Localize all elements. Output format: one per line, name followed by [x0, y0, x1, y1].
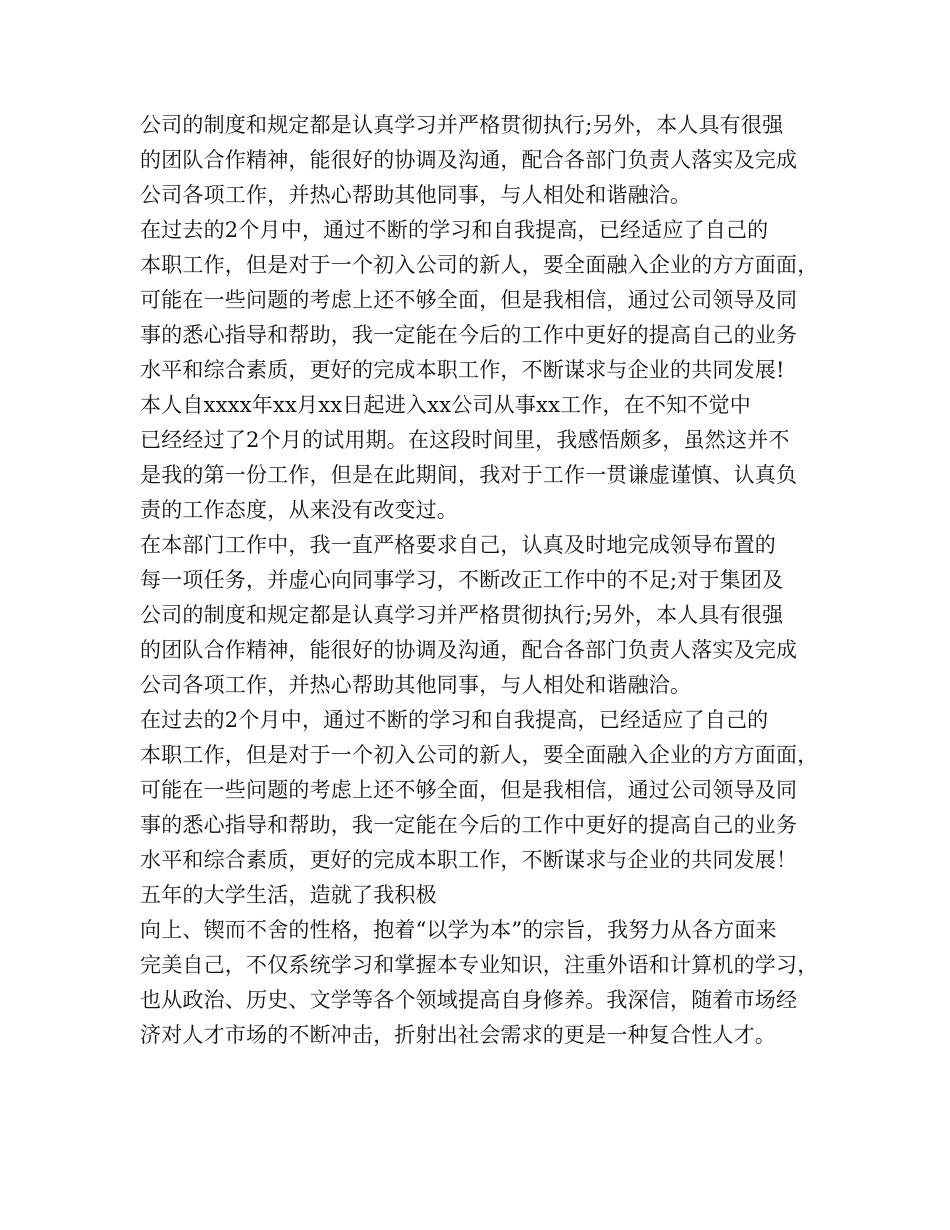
text-line-4: 在过去的2个月中，通过不断的学习和自我提高，已经适应了自己的 — [140, 218, 769, 242]
text-line-17: 公司各项工作，并热心帮助其他同事，与人相处和谐融洽。 — [140, 673, 692, 697]
text-line-8: 水平和综合素质，更好的完成本职工作，不断谋求与企业的共同发展! — [140, 358, 785, 382]
text-line-11: 是我的第一份工作，但是在此期间，我对于工作一贯谦虚谨慎、认真负 — [140, 463, 798, 487]
text-line-5: 本职工作，但是对于一个初入公司的新人，要全面融入企业的方方面面， — [140, 253, 819, 277]
text-line-20: 可能在一些问题的考虑上还不够全面，但是我相信，通过公司领导及同 — [140, 778, 798, 802]
text-line-7: 事的悉心指导和帮助，我一定能在今后的工作中更好的提高自己的业务 — [140, 323, 798, 347]
text-line-24: 向上、锲而不舍的性格，抱着“以学为本”的宗旨，我努力从各方面来 — [140, 918, 777, 942]
text-line-26: 也从政治、历史、文学等各个领域提高自身修养。我深信，随着市场经 — [140, 988, 798, 1012]
text-line-14: 每一项任务，并虚心向同事学习，不断改正工作中的不足;对于集团及 — [140, 568, 784, 592]
text-line-23: 五年的大学生活，造就了我积极 — [140, 883, 437, 907]
text-line-16: 的团队合作精神，能很好的协调及沟通，配合各部门负责人落实及完成 — [140, 638, 798, 662]
text-line-9: 本人自xxxx年xx月xx日起进入xx公司从事xx工作，在不知不觉中 — [140, 393, 751, 417]
text-line-22: 水平和综合素质，更好的完成本职工作，不断谋求与企业的共同发展！ — [140, 848, 798, 872]
text-line-1: 公司的制度和规定都是认真学习并严格贯彻执行;另外，本人具有很强 — [140, 113, 784, 137]
document-body — [140, 108, 820, 1053]
text-line-15: 公司的制度和规定都是认真学习并严格贯彻执行;另外，本人具有很强 — [140, 603, 784, 627]
text-line-25: 完美自己，不仅系统学习和掌握本专业知识，注重外语和计算机的学习， — [140, 953, 819, 977]
text-line-21: 事的悉心指导和帮助，我一定能在今后的工作中更好的提高自己的业务 — [140, 813, 798, 837]
text-line-13: 在本部门工作中，我一直严格要求自己，认真及时地完成领导布置的 — [140, 533, 776, 557]
text-line-2: 的团队合作精神，能很好的协调及沟通，配合各部门负责人落实及完成 — [140, 148, 798, 172]
text-line-10: 已经经过了2个月的试用期。在这段时间里，我感悟颇多，虽然这并不 — [140, 428, 790, 452]
text-line-27: 济对人才市场的不断冲击，折射出社会需求的更是一种复合性人才。 — [140, 1023, 776, 1047]
text-line-3: 公司各项工作，并热心帮助其他同事，与人相处和谐融洽。 — [140, 183, 692, 207]
text-line-6: 可能在一些问题的考虑上还不够全面，但是我相信，通过公司领导及同 — [140, 288, 798, 312]
text-line-18: 在过去的2个月中，通过不断的学习和自我提高，已经适应了自己的 — [140, 708, 769, 732]
text-line-12: 责的工作态度，从来没有改变过。 — [140, 498, 458, 522]
text-line-19: 本职工作，但是对于一个初入公司的新人，要全面融入企业的方方面面， — [140, 743, 819, 767]
